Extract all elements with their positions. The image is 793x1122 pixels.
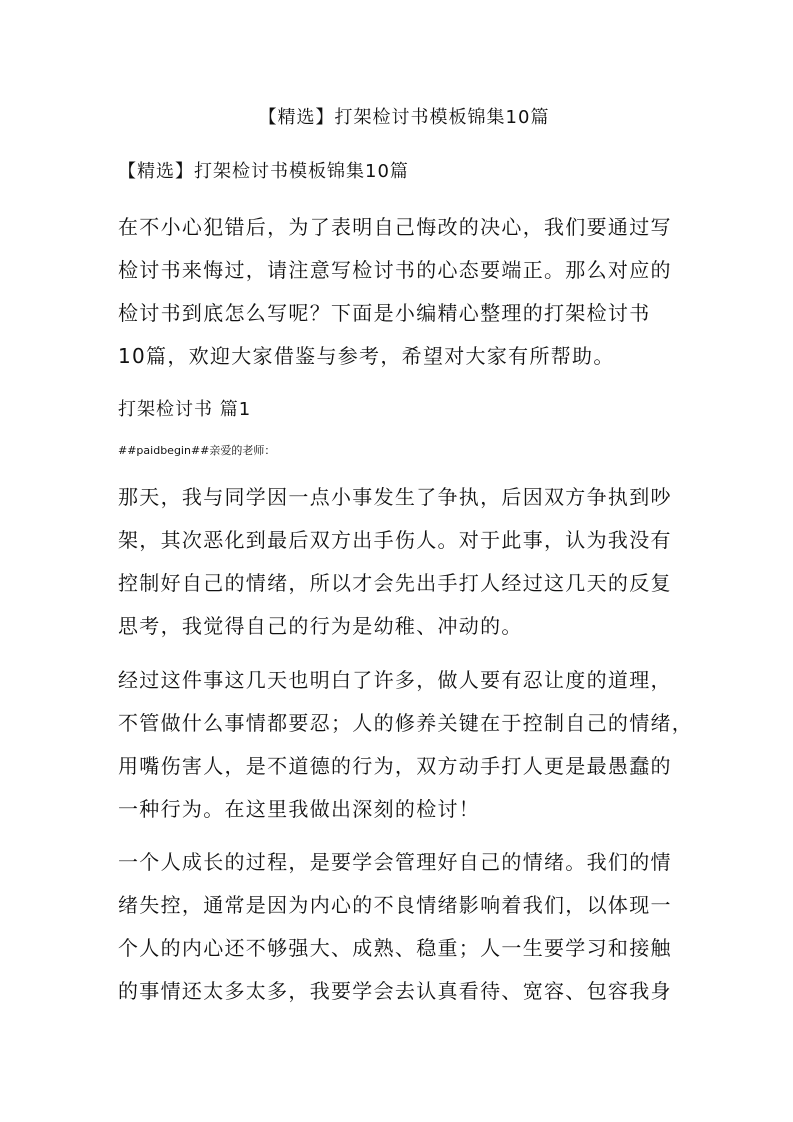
text-line: 架，其次恶化到最后双方出手伤人。对于此事，认为我没有: [118, 528, 672, 552]
text-line: 一个人成长的过程，是要学会管理好自己的情绪。我们的情: [118, 850, 672, 874]
salutation: ##paidbegin##亲爱的老师：: [118, 444, 276, 457]
text-line: 在不小心犯错后，为了表明自己悔改的决心，我们要通过写: [118, 215, 672, 239]
text-line: 的事情还太多太多，我要学会去认真看待、宽容、包容我身: [118, 979, 672, 1003]
document-subtitle: 【精选】打架检讨书模板锦集10篇: [118, 161, 409, 182]
text-line: 一种行为。在这里我做出深刻的检讨！: [118, 797, 481, 821]
text-line: 不管做什么事情都要忍；人的修养关键在于控制自己的情绪，: [118, 711, 694, 735]
text-line: 绪失控，通常是因为内心的不良情绪影响着我们，以体现一: [118, 893, 672, 917]
section-heading: 打架检讨书 篇1: [118, 399, 252, 420]
text-line: 检讨书到底怎么写呢？下面是小编精心整理的打架检讨书: [118, 301, 651, 325]
text-line: 经过这件事这几天也明白了许多，做人要有忍让度的道理，: [118, 668, 672, 692]
text-line: 用嘴伤害人，是不道德的行为，双方动手打人更是最愚蠢的: [118, 754, 672, 778]
document-title: 【精选】打架检讨书模板锦集10篇: [258, 107, 550, 128]
text-line: 那天，我与同学因一点小事发生了争执，后因双方争执到吵: [118, 485, 672, 509]
text-line: 检讨书来悔过，请注意写检讨书的心态要端正。那么对应的: [118, 258, 672, 282]
text-line: 思考，我觉得自己的行为是幼稚、冲动的。: [118, 614, 523, 638]
text-line: 个人的内心还不够强大、成熟、稳重；人一生要学习和接触: [118, 936, 672, 960]
text-line: 控制好自己的情绪，所以才会先出手打人经过这几天的反复: [118, 571, 672, 595]
text-line: 10篇，欢迎大家借鉴与参考，希望对大家有所帮助。: [118, 344, 615, 368]
